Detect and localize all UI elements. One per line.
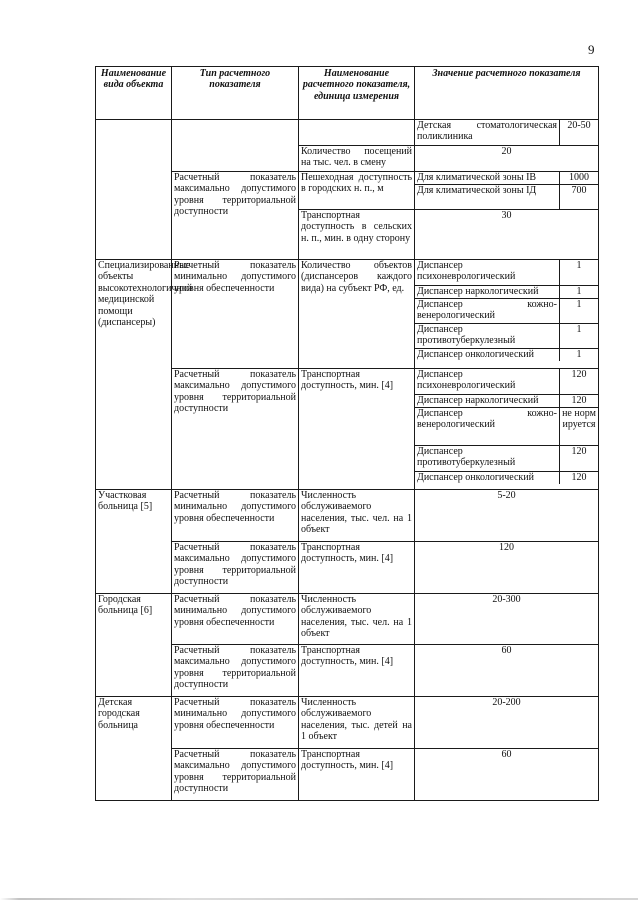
value-cell: 30 [415,210,599,260]
name-cell: Транспортная доступность, мин. [4] [299,542,415,594]
type-cell: Расчетный показатель максимально допустимого уровня территориальной доступности [172,749,299,801]
name-cell: Количество объектов (диспансеров каждого вида) на субъект РФ, ед. [299,260,415,369]
object-cell: Городская больница [6] [96,594,172,697]
type-cell: Расчетный показатель максимально допустимого уровня территориальной доступности [172,369,299,490]
sub-value: 20-50 [560,120,599,145]
sub-label: Диспансер противотуберкулезный [415,323,560,348]
table-row [96,490,599,542]
value-cell [415,120,599,146]
table-row [96,749,599,801]
type-cell: Расчетный показатель минимально допустимого уровня обеспеченности [172,594,299,645]
value-cell: 60 [415,645,599,697]
sub-value: 1 [560,348,599,361]
table-row [96,120,599,146]
table-row [96,542,599,594]
type-cell: Расчетный показатель максимально допустимого уровня территориальной доступности [172,172,299,260]
sub-label: Диспансер наркологический [415,285,560,298]
name-cell: Численность обслуживаемого населения, тыс. чел. на 1 объект [299,594,415,645]
sub-table [415,120,598,145]
sub-label: Диспансер психоневрологический [417,369,516,392]
name-cell: Транспортная доступность в сельских н. п., мин. в одну сторону [299,210,415,260]
value-cell: 120 [415,542,599,594]
sub-label: Диспансер противотуберкулезный [415,445,560,471]
header-indicator-name: Наименование расчетного показателя, единица измерения [299,67,415,120]
sub-value: 1 [560,323,599,348]
sub-value: не нормируется [560,407,599,445]
sub-label: Диспансер кожно-венерологический [415,298,560,323]
object-cell: Специализированные объекты высокотехнологичной медицинской помощи (диспансеры) [96,260,172,490]
sub-value: 120 [560,445,599,471]
sub-table [415,172,598,209]
value-cell [415,260,599,369]
value-cell: 5-20 [415,490,599,542]
table-row [96,260,599,369]
type-cell: Расчетный показатель минимально допустимого уровня обеспеченности [172,260,299,369]
object-cell [96,120,172,260]
object-cell: Детская городская больница [96,697,172,801]
value-cell: 20-300 [415,594,599,645]
header-indicator-type: Тип расчетного показателя [172,67,299,120]
type-cell [172,120,299,172]
type-cell: Расчетный показатель максимально допустимого уровня территориальной доступности [172,645,299,697]
name-cell: Численность обслуживаемого населения, тыс. чел. на 1 объект [299,490,415,542]
sub-label: Для климатической зоны IД [415,184,560,209]
name-cell: Транспортная доступность, мин. [4] [299,645,415,697]
name-cell: Пешеходная доступность в городских н. п., м [299,172,415,210]
sub-label: Диспансер онкологический [415,471,560,484]
sub-table [415,369,598,484]
sub-value: 1 [560,285,599,298]
name-cell: Численность обслуживаемого населения, тыс. детей на 1 объект [299,697,415,749]
value-cell: 20 [415,146,599,172]
type-cell: Расчетный показатель минимально допустимого уровня обеспеченности [172,490,299,542]
table-row [96,594,599,645]
value-cell: 20-200 [415,697,599,749]
type-cell: Расчетный показатель минимально допустимого уровня обеспеченности [172,697,299,749]
table-row [96,369,599,490]
sub-label: Для климатической зоны IB [417,172,537,183]
sub-value: 1 [560,260,599,285]
sub-value: 120 [560,394,599,407]
header-object-type: Наименование вида объекта [96,67,172,120]
value-cell: 60 [415,749,599,801]
sub-value: 120 [560,369,599,394]
table-row [96,645,599,697]
page-number: 9 [588,42,595,57]
sub-label: Диспансер психоневрологический [417,260,516,283]
name-cell [299,120,415,146]
object-cell: Участковая больница [5] [96,490,172,594]
header-row [96,67,599,120]
type-cell: Расчетный показатель максимально допустимого уровня территориальной доступности [172,542,299,594]
name-cell: Транспортная доступность, мин. [4] [299,749,415,801]
sub-label: Диспансер онкологический [415,348,560,361]
sub-value: 120 [560,471,599,484]
header-indicator-value: Значение расчетного показателя [415,67,599,120]
table-row [96,697,599,749]
name-cell: Количество посещений на тыс. чел. в смену [299,146,415,172]
sub-value: 700 [560,184,599,209]
name-cell: Транспортная доступность, мин. [4] [299,369,415,490]
sub-label: Диспансер кожно-венерологический [415,407,560,445]
sub-label: Диспансер наркологический [415,394,560,407]
value-cell [415,172,599,210]
norms-table [95,66,599,801]
sub-value: 1 [560,298,599,323]
sub-label: Детская стоматологическая поликлиника [417,120,557,143]
value-cell [415,369,599,490]
table-row [96,172,599,210]
sub-value: 1000 [560,172,599,184]
scan-edge-line [0,898,638,900]
sub-table [415,260,598,361]
